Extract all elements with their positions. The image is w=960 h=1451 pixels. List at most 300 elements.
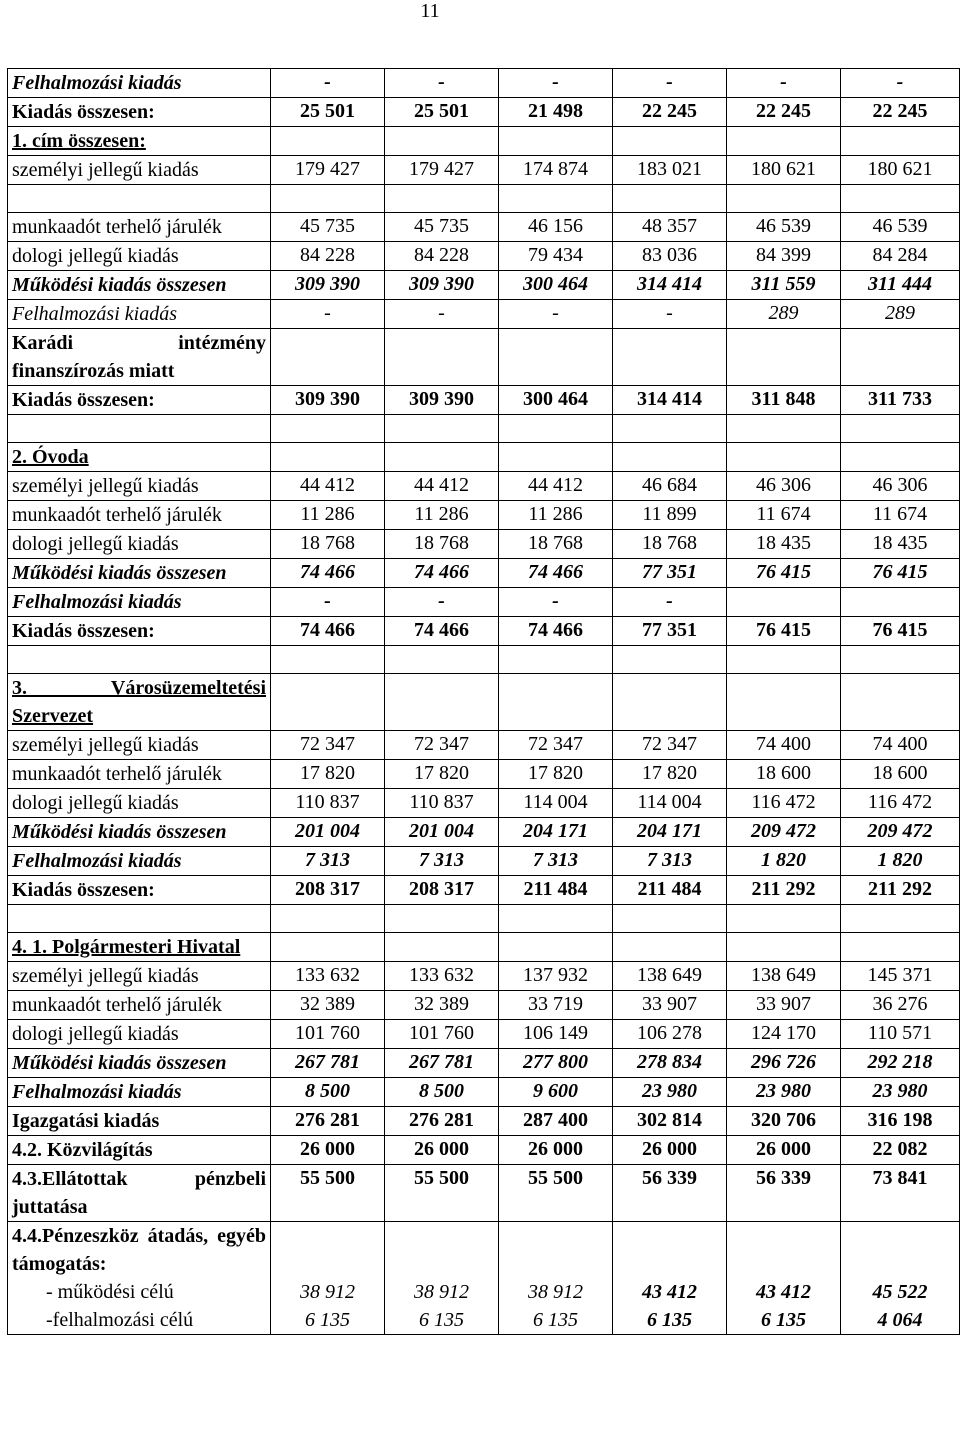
value-cell: 56 339 (613, 1165, 727, 1222)
value-cell: 179 427 (385, 156, 499, 185)
value-cell: 110 571 (841, 1020, 960, 1049)
table-row (8, 847, 960, 876)
value-cell: 22 245 (841, 98, 960, 127)
value-cell: 11 286 (499, 501, 613, 530)
table-row (8, 962, 960, 991)
row-label (8, 185, 271, 213)
empty-cell (613, 933, 727, 962)
blank-row (8, 415, 960, 443)
value-cell: 72 347 (499, 731, 613, 760)
value-cell: 25 501 (271, 98, 385, 127)
value-cell: 138 649 (727, 962, 841, 991)
table-row (8, 472, 960, 501)
table-row (8, 329, 960, 386)
empty-cell (271, 933, 385, 962)
value-cell: 116 472 (727, 789, 841, 818)
value-cell: 114 004 (499, 789, 613, 818)
value-cell: 204 171 (613, 818, 727, 847)
value-cell: - (613, 69, 727, 98)
value-cell: 1 820 (841, 847, 960, 876)
value-cell: 11 674 (841, 501, 960, 530)
value-cell: 211 292 (727, 876, 841, 905)
value-cell (841, 1222, 960, 1335)
value-bottom: 6 135 (761, 1309, 806, 1331)
table-row (8, 1020, 960, 1049)
value-cell: 1 820 (727, 847, 841, 876)
value-cell: 25 501 (385, 98, 499, 127)
value-cell: 76 415 (841, 559, 960, 588)
value-cell: 276 281 (271, 1107, 385, 1136)
row-label: Igazgatási kiadás (8, 1107, 271, 1136)
value-cell: 72 347 (385, 731, 499, 760)
value-cell (271, 185, 385, 213)
value-cell: 11 899 (613, 501, 727, 530)
value-cell: 73 841 (841, 1165, 960, 1222)
row-label: Felhalmozási kiadás (8, 588, 271, 617)
value-cell (727, 588, 841, 617)
value-cell: 76 415 (727, 617, 841, 646)
value-cell: - (499, 300, 613, 329)
value-cell: 84 228 (271, 242, 385, 271)
value-cell: 44 412 (499, 472, 613, 501)
value-cell (499, 185, 613, 213)
table-row (8, 242, 960, 271)
empty-cell (271, 674, 385, 731)
value-cell: - (613, 588, 727, 617)
budget-table (7, 68, 960, 1335)
empty-cell (385, 443, 499, 472)
value-cell: 209 472 (841, 818, 960, 847)
value-cell: 211 484 (499, 876, 613, 905)
value-cell: 316 198 (841, 1107, 960, 1136)
empty-cell (613, 415, 727, 443)
empty-cell (613, 905, 727, 933)
empty-cell (8, 905, 271, 933)
value-cell: 46 539 (841, 213, 960, 242)
value-cell: 311 848 (727, 386, 841, 415)
empty-cell (271, 415, 385, 443)
empty-cell (613, 127, 727, 156)
row-label: Működési kiadás összesen (8, 1049, 271, 1078)
empty-cell (499, 415, 613, 443)
value-cell: 32 389 (385, 991, 499, 1020)
row-label: dologi jellegű kiadás (8, 242, 271, 271)
value-top: 38 912 (300, 1281, 355, 1303)
table-row (8, 156, 960, 185)
value-cell: 208 317 (385, 876, 499, 905)
value-cell: 311 559 (727, 271, 841, 300)
table-row (8, 1165, 960, 1222)
table-row (8, 185, 960, 213)
value-cell: 26 000 (271, 1136, 385, 1165)
section-title-row (8, 933, 960, 962)
value-cell: 46 684 (613, 472, 727, 501)
value-cell: 74 466 (271, 559, 385, 588)
section-title: 1. cím összesen: (8, 127, 271, 156)
value-cell: 18 600 (727, 760, 841, 789)
row-label: Működési kiadás összesen (8, 559, 271, 588)
value-cell: 74 466 (271, 617, 385, 646)
empty-cell (727, 415, 841, 443)
transfer-sub-label: - működési célú (46, 1281, 174, 1303)
value-top: 45 522 (872, 1281, 928, 1303)
value-bottom: 6 135 (305, 1309, 350, 1331)
empty-cell (727, 933, 841, 962)
value-cell: 204 171 (499, 818, 613, 847)
value-cell: 18 768 (385, 530, 499, 559)
value-cell (841, 588, 960, 617)
empty-cell (841, 443, 960, 472)
table-row (8, 213, 960, 242)
value-cell: 23 980 (841, 1078, 960, 1107)
transfer-row (8, 1222, 960, 1335)
value-cell: 55 500 (499, 1165, 613, 1222)
transfer-label (8, 1222, 271, 1335)
value-cell: 11 286 (271, 501, 385, 530)
row-label: munkaadót terhelő járulék (8, 501, 271, 530)
table-row (8, 300, 960, 329)
value-cell: 133 632 (271, 962, 385, 991)
page-number: 11 (420, 0, 440, 22)
empty-cell (727, 646, 841, 674)
value-cell: 211 484 (613, 876, 727, 905)
value-cell: 116 472 (841, 789, 960, 818)
value-cell: 26 000 (499, 1136, 613, 1165)
value-cell: 55 500 (271, 1165, 385, 1222)
table-row (8, 98, 960, 127)
value-cell: 33 719 (499, 991, 613, 1020)
value-cell: 46 306 (841, 472, 960, 501)
value-cell: 55 500 (385, 1165, 499, 1222)
value-cell (841, 185, 960, 213)
value-cell: 124 170 (727, 1020, 841, 1049)
value-cell: 7 313 (385, 847, 499, 876)
value-cell: 44 412 (385, 472, 499, 501)
table-row (8, 1078, 960, 1107)
value-top: 38 912 (528, 1281, 583, 1303)
value-cell: 11 674 (727, 501, 841, 530)
value-cell: 18 600 (841, 760, 960, 789)
section-title-row (8, 443, 960, 472)
value-cell: 17 820 (385, 760, 499, 789)
value-cell: - (271, 69, 385, 98)
empty-cell (727, 127, 841, 156)
value-cell: 11 286 (385, 501, 499, 530)
empty-cell (841, 415, 960, 443)
row-label: Működési kiadás összesen (8, 271, 271, 300)
section-title: 4. 1. Polgármesteri Hivatal (8, 933, 271, 962)
value-cell: 33 907 (613, 991, 727, 1020)
value-cell: 8 500 (271, 1078, 385, 1107)
value-cell: 110 837 (271, 789, 385, 818)
table-row (8, 876, 960, 905)
value-cell: 309 390 (385, 386, 499, 415)
value-cell: 45 735 (271, 213, 385, 242)
blank-row (8, 646, 960, 674)
table-row (8, 789, 960, 818)
value-cell: 314 414 (613, 386, 727, 415)
row-label: dologi jellegű kiadás (8, 1020, 271, 1049)
row-label: Kiadás összesen: (8, 98, 271, 127)
value-cell: 46 156 (499, 213, 613, 242)
value-cell: 56 339 (727, 1165, 841, 1222)
section-title: 2. Óvoda (8, 443, 271, 472)
empty-cell (271, 127, 385, 156)
value-cell: 22 245 (727, 98, 841, 127)
section-title-row (8, 674, 960, 731)
value-cell: 209 472 (727, 818, 841, 847)
empty-cell (499, 646, 613, 674)
table-row (8, 271, 960, 300)
value-cell: 74 400 (841, 731, 960, 760)
empty-cell (385, 674, 499, 731)
value-cell: 201 004 (385, 818, 499, 847)
value-cell: 276 281 (385, 1107, 499, 1136)
value-cell: 106 149 (499, 1020, 613, 1049)
value-cell: 84 228 (385, 242, 499, 271)
value-cell: 18 435 (841, 530, 960, 559)
value-cell (499, 329, 613, 386)
empty-cell (613, 443, 727, 472)
row-label: személyi jellegű kiadás (8, 156, 271, 185)
value-cell: 74 466 (385, 617, 499, 646)
value-cell: - (385, 69, 499, 98)
row-label: Felhalmozási kiadás (8, 847, 271, 876)
value-cell: 32 389 (271, 991, 385, 1020)
empty-cell (499, 933, 613, 962)
row-label: Működési kiadás összesen (8, 818, 271, 847)
empty-cell (385, 415, 499, 443)
table-row (8, 386, 960, 415)
value-cell: 46 306 (727, 472, 841, 501)
empty-cell (727, 443, 841, 472)
value-cell: 138 649 (613, 962, 727, 991)
value-cell (727, 185, 841, 213)
table-row (8, 760, 960, 789)
empty-cell (499, 127, 613, 156)
empty-cell (499, 674, 613, 731)
value-cell: 74 466 (385, 559, 499, 588)
table-row (8, 731, 960, 760)
value-cell: 77 351 (613, 617, 727, 646)
value-bottom: 6 135 (419, 1309, 464, 1331)
row-label: dologi jellegű kiadás (8, 789, 271, 818)
value-cell: 18 435 (727, 530, 841, 559)
table-row (8, 1049, 960, 1078)
value-cell: 277 800 (499, 1049, 613, 1078)
value-cell (727, 329, 841, 386)
value-cell: 114 004 (613, 789, 727, 818)
transfer-title: 4.4.Pénzeszköz átadás, egyéb támogatás: (12, 1225, 266, 1275)
empty-cell (8, 646, 271, 674)
value-cell: 44 412 (271, 472, 385, 501)
value-cell: 320 706 (727, 1107, 841, 1136)
row-label: személyi jellegű kiadás (8, 962, 271, 991)
value-cell: 309 390 (271, 386, 385, 415)
value-cell: 23 980 (613, 1078, 727, 1107)
row-label: Kiadás összesen: (8, 617, 271, 646)
empty-cell (841, 127, 960, 156)
value-cell: 18 768 (613, 530, 727, 559)
row-label: Kiadás összesen: (8, 386, 271, 415)
row-label: Kiadás összesen: (8, 876, 271, 905)
row-label: Karádi intézmény finanszírozás miatt (8, 329, 271, 386)
value-cell: 84 284 (841, 242, 960, 271)
row-label: Felhalmozási kiadás (8, 69, 271, 98)
value-cell: 72 347 (271, 731, 385, 760)
value-bottom: 6 135 (533, 1309, 578, 1331)
value-cell: 180 621 (841, 156, 960, 185)
value-cell: - (727, 69, 841, 98)
value-cell: 292 218 (841, 1049, 960, 1078)
empty-cell (841, 674, 960, 731)
value-top: 43 412 (642, 1281, 697, 1303)
empty-cell (271, 443, 385, 472)
value-cell: 36 276 (841, 991, 960, 1020)
value-cell: - (271, 588, 385, 617)
value-cell: 22 245 (613, 98, 727, 127)
value-cell: 22 082 (841, 1136, 960, 1165)
value-cell: 300 464 (499, 271, 613, 300)
row-label: személyi jellegű kiadás (8, 472, 271, 501)
value-cell: 9 600 (499, 1078, 613, 1107)
empty-cell (499, 905, 613, 933)
value-cell: 300 464 (499, 386, 613, 415)
value-cell: 267 781 (385, 1049, 499, 1078)
value-cell: 101 760 (271, 1020, 385, 1049)
row-label: 4.2. Közvilágítás (8, 1136, 271, 1165)
value-cell: 145 371 (841, 962, 960, 991)
value-cell (271, 1222, 385, 1335)
table-row (8, 991, 960, 1020)
value-cell: 289 (841, 300, 960, 329)
section-title: 3. Városüzemeltetési Szervezet (8, 674, 271, 731)
empty-cell (841, 933, 960, 962)
value-cell: 48 357 (613, 213, 727, 242)
value-top: 38 912 (414, 1281, 469, 1303)
empty-cell (385, 646, 499, 674)
row-label: Felhalmozási kiadás (8, 300, 271, 329)
table-row (8, 588, 960, 617)
value-cell: 33 907 (727, 991, 841, 1020)
row-label: munkaadót terhelő járulék (8, 760, 271, 789)
row-label: dologi jellegű kiadás (8, 530, 271, 559)
value-cell: 267 781 (271, 1049, 385, 1078)
blank-row (8, 905, 960, 933)
value-cell: 106 278 (613, 1020, 727, 1049)
value-cell (271, 329, 385, 386)
value-bottom: 4 064 (877, 1309, 923, 1331)
value-cell (613, 1222, 727, 1335)
value-cell: 278 834 (613, 1049, 727, 1078)
value-cell: - (499, 588, 613, 617)
value-cell: 208 317 (271, 876, 385, 905)
row-label: 4.3.Ellátottak pénzbeli juttatása (8, 1165, 271, 1222)
empty-cell (8, 415, 271, 443)
value-cell: 23 980 (727, 1078, 841, 1107)
empty-cell (727, 905, 841, 933)
value-cell: 83 036 (613, 242, 727, 271)
empty-cell (841, 646, 960, 674)
value-cell: 179 427 (271, 156, 385, 185)
empty-cell (841, 905, 960, 933)
value-cell (385, 329, 499, 386)
value-cell: 18 768 (499, 530, 613, 559)
value-cell: 7 313 (499, 847, 613, 876)
value-cell: 7 313 (613, 847, 727, 876)
value-cell: 311 733 (841, 386, 960, 415)
empty-cell (271, 646, 385, 674)
value-cell: 76 415 (841, 617, 960, 646)
table-row (8, 501, 960, 530)
value-cell: 17 820 (499, 760, 613, 789)
value-cell: 137 932 (499, 962, 613, 991)
value-cell (385, 1222, 499, 1335)
value-cell: - (499, 69, 613, 98)
table-row (8, 559, 960, 588)
value-cell: - (841, 69, 960, 98)
empty-cell (613, 646, 727, 674)
value-cell: 309 390 (271, 271, 385, 300)
empty-cell (499, 443, 613, 472)
value-cell: 8 500 (385, 1078, 499, 1107)
value-cell: 79 434 (499, 242, 613, 271)
empty-cell (727, 674, 841, 731)
value-cell: 17 820 (613, 760, 727, 789)
value-cell: 26 000 (727, 1136, 841, 1165)
value-cell: - (271, 300, 385, 329)
value-cell: 180 621 (727, 156, 841, 185)
value-cell: 21 498 (499, 98, 613, 127)
value-cell: 174 874 (499, 156, 613, 185)
value-cell: 309 390 (385, 271, 499, 300)
empty-cell (385, 127, 499, 156)
value-top: 43 412 (756, 1281, 811, 1303)
value-cell (613, 185, 727, 213)
value-cell: 183 021 (613, 156, 727, 185)
value-cell: 74 466 (499, 617, 613, 646)
value-cell (499, 1222, 613, 1335)
table-row (8, 818, 960, 847)
row-label: Felhalmozási kiadás (8, 1078, 271, 1107)
value-cell: 296 726 (727, 1049, 841, 1078)
value-cell (613, 329, 727, 386)
value-cell: 74 400 (727, 731, 841, 760)
value-cell: 311 444 (841, 271, 960, 300)
table-row (8, 69, 960, 98)
table-row (8, 1107, 960, 1136)
row-label: személyi jellegű kiadás (8, 731, 271, 760)
value-cell: - (385, 300, 499, 329)
value-cell: 18 768 (271, 530, 385, 559)
value-cell: 45 735 (385, 213, 499, 242)
value-cell: 101 760 (385, 1020, 499, 1049)
value-cell (385, 185, 499, 213)
table-row (8, 1136, 960, 1165)
empty-cell (385, 933, 499, 962)
value-cell: - (613, 300, 727, 329)
value-cell: 314 414 (613, 271, 727, 300)
table-row (8, 530, 960, 559)
value-cell: 72 347 (613, 731, 727, 760)
value-cell: 201 004 (271, 818, 385, 847)
value-cell: 76 415 (727, 559, 841, 588)
value-cell: 26 000 (385, 1136, 499, 1165)
value-cell: 84 399 (727, 242, 841, 271)
value-cell: - (385, 588, 499, 617)
value-cell: 17 820 (271, 760, 385, 789)
value-cell: 74 466 (499, 559, 613, 588)
